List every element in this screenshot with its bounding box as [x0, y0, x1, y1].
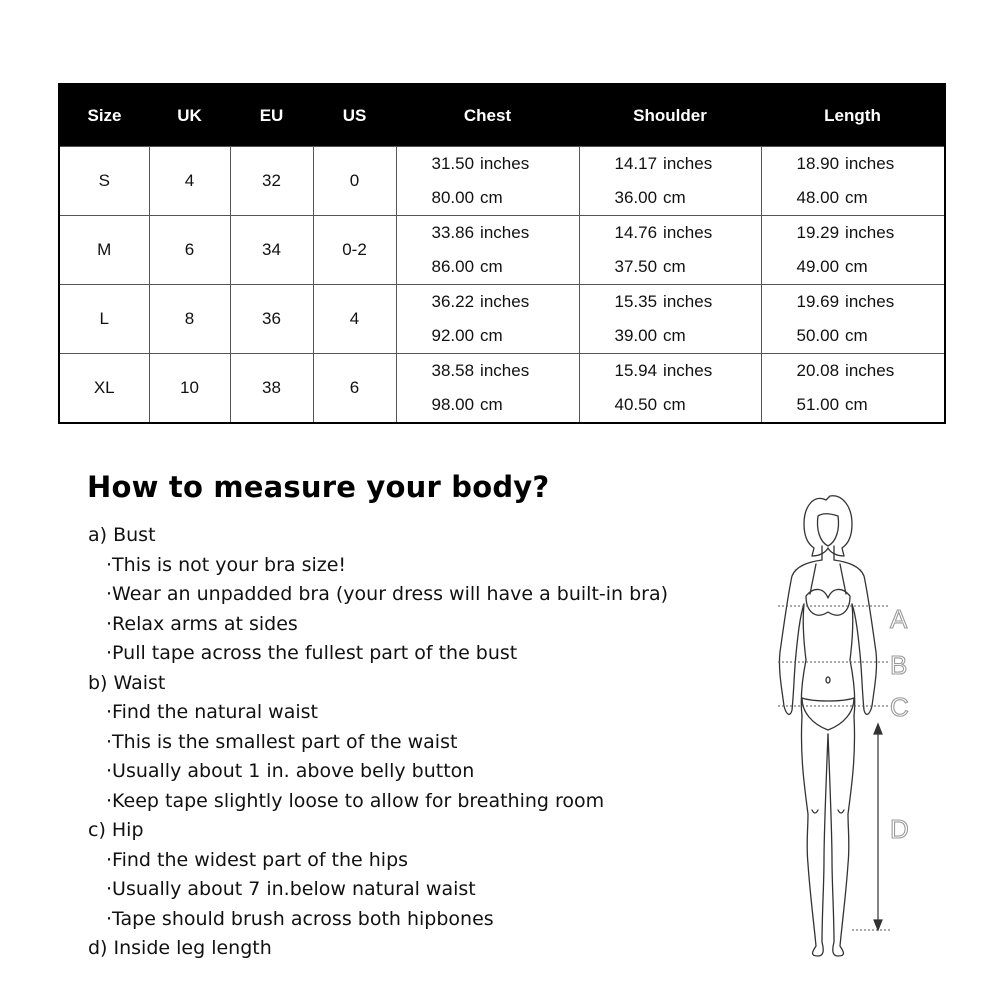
length-cm-value: 49.00	[796, 256, 840, 276]
shoulder-cm-value: 36.00	[614, 187, 658, 207]
section-heading-hip: c) Hip	[88, 819, 144, 841]
unit-inches: inches	[663, 360, 713, 380]
table-row	[59, 146, 945, 215]
unit-cm: cm	[663, 256, 686, 276]
chest-cm-value: 80.00	[431, 187, 475, 207]
unit-cm: cm	[480, 325, 503, 345]
unit-cm: cm	[663, 187, 686, 207]
left-leg-outline	[801, 716, 828, 956]
shoulder-inches-value: 14.17	[614, 153, 658, 173]
body-measurement-figure	[764, 484, 924, 964]
tip-item: ·Wear an unpadded bra (your dress will have a built-in bra)	[106, 583, 669, 605]
measure-instructions	[88, 521, 668, 964]
unit-cm: cm	[480, 256, 503, 276]
unit-cm: cm	[845, 394, 868, 414]
length-inches-value: 19.69	[796, 291, 840, 311]
label-c: C	[890, 692, 909, 722]
length-inches-value: 19.29	[796, 222, 840, 242]
cell-size: M	[59, 215, 149, 284]
table-row	[59, 215, 945, 284]
tip-item: ·This is the smallest part of the waist	[106, 730, 458, 753]
unit-inches: inches	[480, 153, 530, 173]
size-chart-table	[58, 83, 946, 424]
cell-chest	[396, 353, 579, 423]
length-cm-value: 50.00	[796, 325, 840, 345]
unit-inches: inches	[663, 291, 713, 311]
header-chest: Chest	[396, 84, 579, 146]
navel	[826, 677, 830, 683]
cell-us: 4	[313, 284, 396, 353]
unit-inches: inches	[480, 360, 530, 380]
cell-uk: 10	[149, 353, 230, 423]
cell-shoulder	[579, 215, 761, 284]
unit-inches: inches	[845, 153, 895, 173]
cell-us: 0-2	[313, 215, 396, 284]
chest-inches-value: 33.86	[431, 222, 475, 242]
unit-cm: cm	[845, 325, 868, 345]
cell-eu: 34	[230, 215, 313, 284]
header-us: US	[313, 84, 396, 146]
header-length: Length	[761, 84, 945, 146]
chest-cm-value: 86.00	[431, 256, 475, 276]
tip-item: ·Relax arms at sides	[106, 612, 298, 635]
face-outline	[817, 514, 838, 546]
tip-item: ·Keep tape slightly loose to allow for breathing room	[106, 789, 605, 812]
tip-item: ·Usually about 7 in.below natural waist	[106, 878, 476, 900]
shoulder-cm-value: 40.50	[614, 394, 658, 414]
unit-inches: inches	[845, 291, 895, 311]
unit-cm: cm	[480, 394, 503, 414]
shoulder-inches-value: 14.76	[614, 222, 658, 242]
cell-eu: 32	[230, 146, 313, 215]
tip-item: ·Find the natural waist	[106, 701, 318, 723]
length-inches-value: 18.90	[796, 153, 840, 173]
unit-inches: inches	[480, 222, 530, 242]
header-uk: UK	[149, 84, 230, 146]
knee-marks	[812, 810, 844, 813]
hair-outline	[804, 496, 852, 556]
bra-outline	[806, 589, 850, 615]
header-shoulder: Shoulder	[579, 84, 761, 146]
cell-shoulder	[579, 284, 761, 353]
length-cm-value: 48.00	[796, 187, 840, 207]
arrow-down-icon	[874, 920, 882, 930]
unit-inches: inches	[663, 222, 713, 242]
cell-shoulder	[579, 353, 761, 423]
left-arm-outline	[779, 560, 822, 714]
tip-item: ·Usually about 1 in. above belly button	[106, 760, 475, 782]
cell-size: L	[59, 284, 149, 353]
unit-cm: cm	[845, 256, 868, 276]
cell-length	[761, 284, 945, 353]
cell-chest	[396, 284, 579, 353]
shoulder-cm-value: 39.00	[614, 325, 658, 345]
cell-chest	[396, 146, 579, 215]
cell-length	[761, 146, 945, 215]
cell-uk: 8	[149, 284, 230, 353]
unit-inches: inches	[480, 291, 530, 311]
cell-us: 6	[313, 353, 396, 423]
tip-item: ·This is not your bra size!	[106, 553, 347, 576]
guide-title: How to measure your body?	[87, 470, 550, 504]
length-cm-value: 51.00	[796, 394, 840, 414]
unit-cm: cm	[480, 187, 503, 207]
header-size: Size	[59, 84, 149, 146]
section-heading-bust: a) Bust	[88, 524, 156, 546]
briefs-outline	[802, 698, 854, 730]
cell-chest	[396, 215, 579, 284]
table-header-row	[59, 84, 945, 146]
cell-uk: 4	[149, 146, 230, 215]
unit-cm: cm	[663, 394, 686, 414]
cell-length	[761, 215, 945, 284]
tip-item: ·Pull tape across the fullest part of the bust	[106, 642, 518, 664]
shoulder-inches-value: 15.35	[614, 291, 658, 311]
table-row	[59, 353, 945, 423]
section-heading-inside-leg: d) Inside leg length	[88, 937, 272, 959]
tip-item: ·Find the widest part of the hips	[106, 848, 409, 871]
arrow-up-icon	[874, 724, 882, 734]
cell-size: S	[59, 146, 149, 215]
section-heading-waist: b) Waist	[88, 671, 166, 694]
table-row	[59, 284, 945, 353]
unit-inches: inches	[845, 360, 895, 380]
cell-size: XL	[59, 353, 149, 423]
tip-item: ·Tape should brush across both hipbones	[106, 907, 494, 930]
unit-cm: cm	[845, 187, 868, 207]
chest-inches-value: 36.22	[431, 291, 475, 311]
unit-cm: cm	[663, 325, 686, 345]
cell-shoulder	[579, 146, 761, 215]
label-b: B	[890, 650, 908, 680]
cell-us: 0	[313, 146, 396, 215]
length-inches-value: 20.08	[796, 360, 840, 380]
shoulder-cm-value: 37.50	[614, 256, 658, 276]
chest-inches-value: 38.58	[431, 360, 475, 380]
shoulder-inches-value: 15.94	[614, 360, 658, 380]
label-d: D	[890, 814, 909, 844]
header-eu: EU	[230, 84, 313, 146]
cell-length	[761, 353, 945, 423]
cell-uk: 6	[149, 215, 230, 284]
chest-cm-value: 92.00	[431, 325, 475, 345]
unit-inches: inches	[663, 153, 713, 173]
unit-inches: inches	[845, 222, 895, 242]
cell-eu: 36	[230, 284, 313, 353]
chest-cm-value: 98.00	[431, 394, 475, 414]
chest-inches-value: 31.50	[431, 153, 475, 173]
label-a: A	[890, 604, 908, 634]
right-leg-outline	[828, 716, 855, 956]
cell-eu: 38	[230, 353, 313, 423]
right-arm-outline	[834, 560, 877, 714]
